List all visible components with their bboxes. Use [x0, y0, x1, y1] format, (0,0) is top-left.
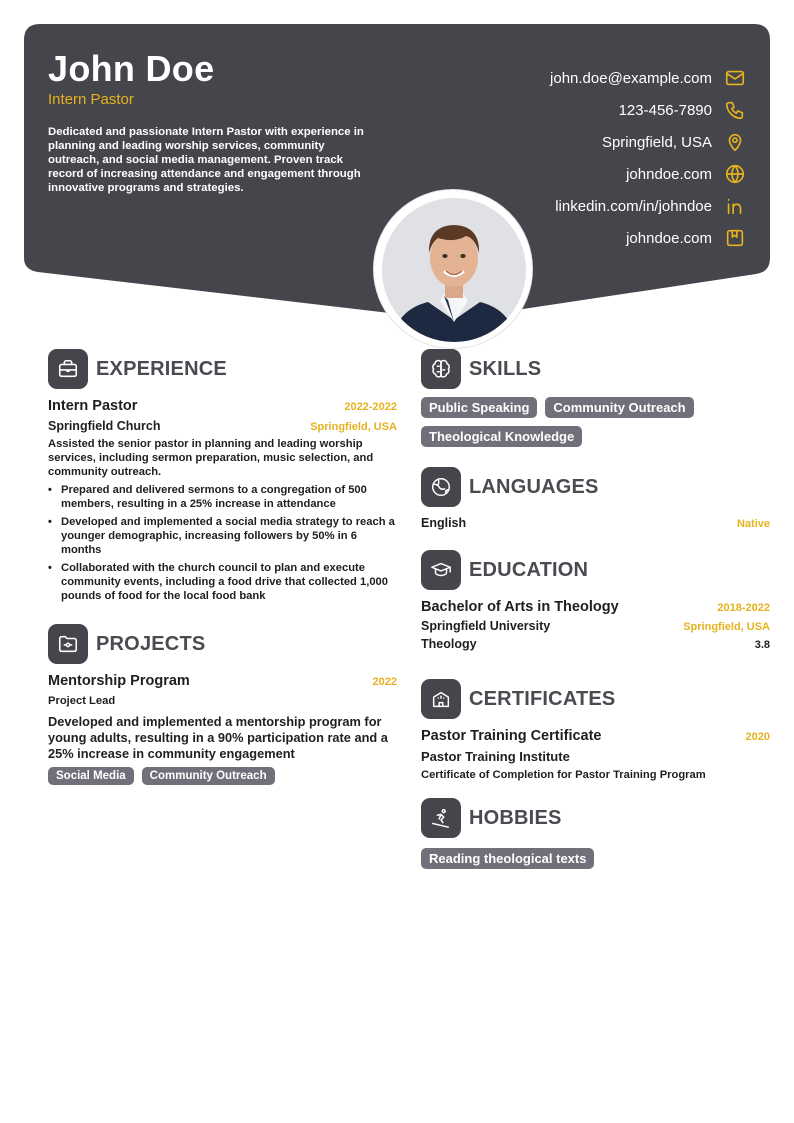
- linkedin-icon: [724, 195, 746, 217]
- language-level: Native: [736, 518, 770, 530]
- certificate-title: Pastor Training Certificate: [421, 728, 602, 744]
- achievement-item: • Prepared and delivered sermons to a congregation of 500 members, resulting in a 25% increase in attendance: [48, 483, 397, 511]
- education-date: 2018-2022: [717, 602, 770, 614]
- project-tags: [48, 767, 397, 785]
- profile-summary: Dedicated and passionate Intern Pastor with experience in planning and leading worship services, community outreach, and social media management. Proven track record of increasing attendance and engagement through innovative programs and strategies.: [48, 126, 364, 194]
- hobby-tags: [421, 848, 770, 869]
- languages-title: LANGUAGES: [469, 475, 599, 498]
- project-item: [48, 673, 397, 785]
- candidate-role: Intern Pastor: [48, 91, 134, 108]
- contact-portfolio-text[interactable]: johndoe.com: [626, 229, 712, 247]
- map-pin-icon: [724, 131, 746, 153]
- mail-icon: [724, 67, 746, 89]
- folder-icon: [48, 624, 88, 664]
- briefcase-icon: [48, 349, 88, 389]
- project-role: Project Lead: [48, 695, 116, 707]
- education-title: EDUCATION: [469, 558, 589, 581]
- project-date: 2022: [372, 676, 397, 688]
- contact-email[interactable]: [416, 62, 746, 94]
- profile-photo-frame: [373, 189, 533, 349]
- degree-title: Bachelor of Arts in Theology: [421, 599, 619, 615]
- certificate-issuer: Pastor Training Institute: [421, 749, 570, 764]
- language-item: [421, 516, 770, 530]
- contact-location-text: Springfield, USA: [601, 133, 712, 151]
- languages-section-header: [421, 467, 770, 507]
- left-column: [48, 349, 397, 785]
- school-building-icon: [421, 679, 461, 719]
- job-company: Springfield Church: [48, 419, 161, 433]
- school-location: Springfield, USA: [683, 621, 770, 633]
- job-achievements: [48, 483, 397, 603]
- contact-phone-text[interactable]: 123-456-7890: [618, 101, 712, 119]
- job-location: Springfield, USA: [310, 421, 397, 433]
- achievement-item: • Collaborated with the church council to plan and execute community events, including a food drive that collected 1,000 pounds of food for the local food bank: [48, 561, 397, 603]
- field-of-study: Theology: [421, 637, 477, 651]
- skills-title: SKILLS: [469, 357, 542, 380]
- job-date: 2022-2022: [344, 401, 397, 413]
- globe-icon: [724, 163, 746, 185]
- experience-section-header: [48, 349, 397, 389]
- certificate-description: Certificate of Completion for Pastor Training Program: [421, 769, 706, 781]
- project-title: Mentorship Program: [48, 673, 190, 689]
- certificates-section-header: [421, 679, 770, 719]
- candidate-name: John Doe: [48, 48, 215, 89]
- project-tag: Social Media: [48, 767, 134, 785]
- contact-location: [416, 126, 746, 158]
- contact-email-text[interactable]: john.doe@example.com: [550, 69, 712, 87]
- job-title: Intern Pastor: [48, 398, 138, 414]
- skills-section-header: [421, 349, 770, 389]
- gpa-score: 3.8: [754, 639, 770, 651]
- brain-icon: [421, 349, 461, 389]
- contact-website[interactable]: [416, 158, 746, 190]
- contact-website-text[interactable]: johndoe.com: [626, 165, 712, 183]
- projects-section-header: [48, 624, 397, 664]
- education-section-header: [421, 550, 770, 590]
- achievement-item: • Developed and implemented a social media strategy to reach a younger demographic, increasing followers by 50% in 6 months: [48, 515, 397, 557]
- contact-phone[interactable]: [416, 94, 746, 126]
- phone-icon: [724, 99, 746, 121]
- certificates-title: CERTIFICATES: [469, 687, 616, 710]
- experience-title: EXPERIENCE: [96, 357, 227, 380]
- right-column: [421, 349, 770, 869]
- certificate-item: [421, 728, 770, 782]
- hobbies-section-header: [421, 798, 770, 838]
- language-name: English: [421, 516, 467, 530]
- language-globe-icon: [421, 467, 461, 507]
- school-name: Springfield University: [421, 619, 551, 633]
- bookmark-icon: [724, 227, 746, 249]
- profile-photo: [382, 198, 526, 342]
- project-tag: Community Outreach: [142, 767, 275, 785]
- hobby-tag: Reading theological texts: [421, 848, 594, 869]
- experience-item: [48, 398, 397, 603]
- job-description: Assisted the senior pastor in planning and leading worship services, including sermon preparation, music selection, and community outreach.: [48, 438, 374, 478]
- skill-tag: Public Speaking: [421, 397, 537, 418]
- skill-tag: Community Outreach: [545, 397, 693, 418]
- skills-tags: [421, 397, 770, 447]
- skill-tag: Theological Knowledge: [421, 426, 582, 447]
- contact-linkedin-text[interactable]: linkedin.com/in/johndoe: [555, 197, 712, 215]
- project-description: Developed and implemented a mentorship program for young adults, resulting in a 90% participation rate and a 25% increase in community engagement: [48, 714, 388, 761]
- certificate-date: 2020: [745, 731, 770, 743]
- skiing-icon: [421, 798, 461, 838]
- hobbies-title: HOBBIES: [469, 806, 562, 829]
- projects-title: PROJECTS: [96, 632, 206, 655]
- education-item: [421, 599, 770, 651]
- graduation-cap-icon: [421, 550, 461, 590]
